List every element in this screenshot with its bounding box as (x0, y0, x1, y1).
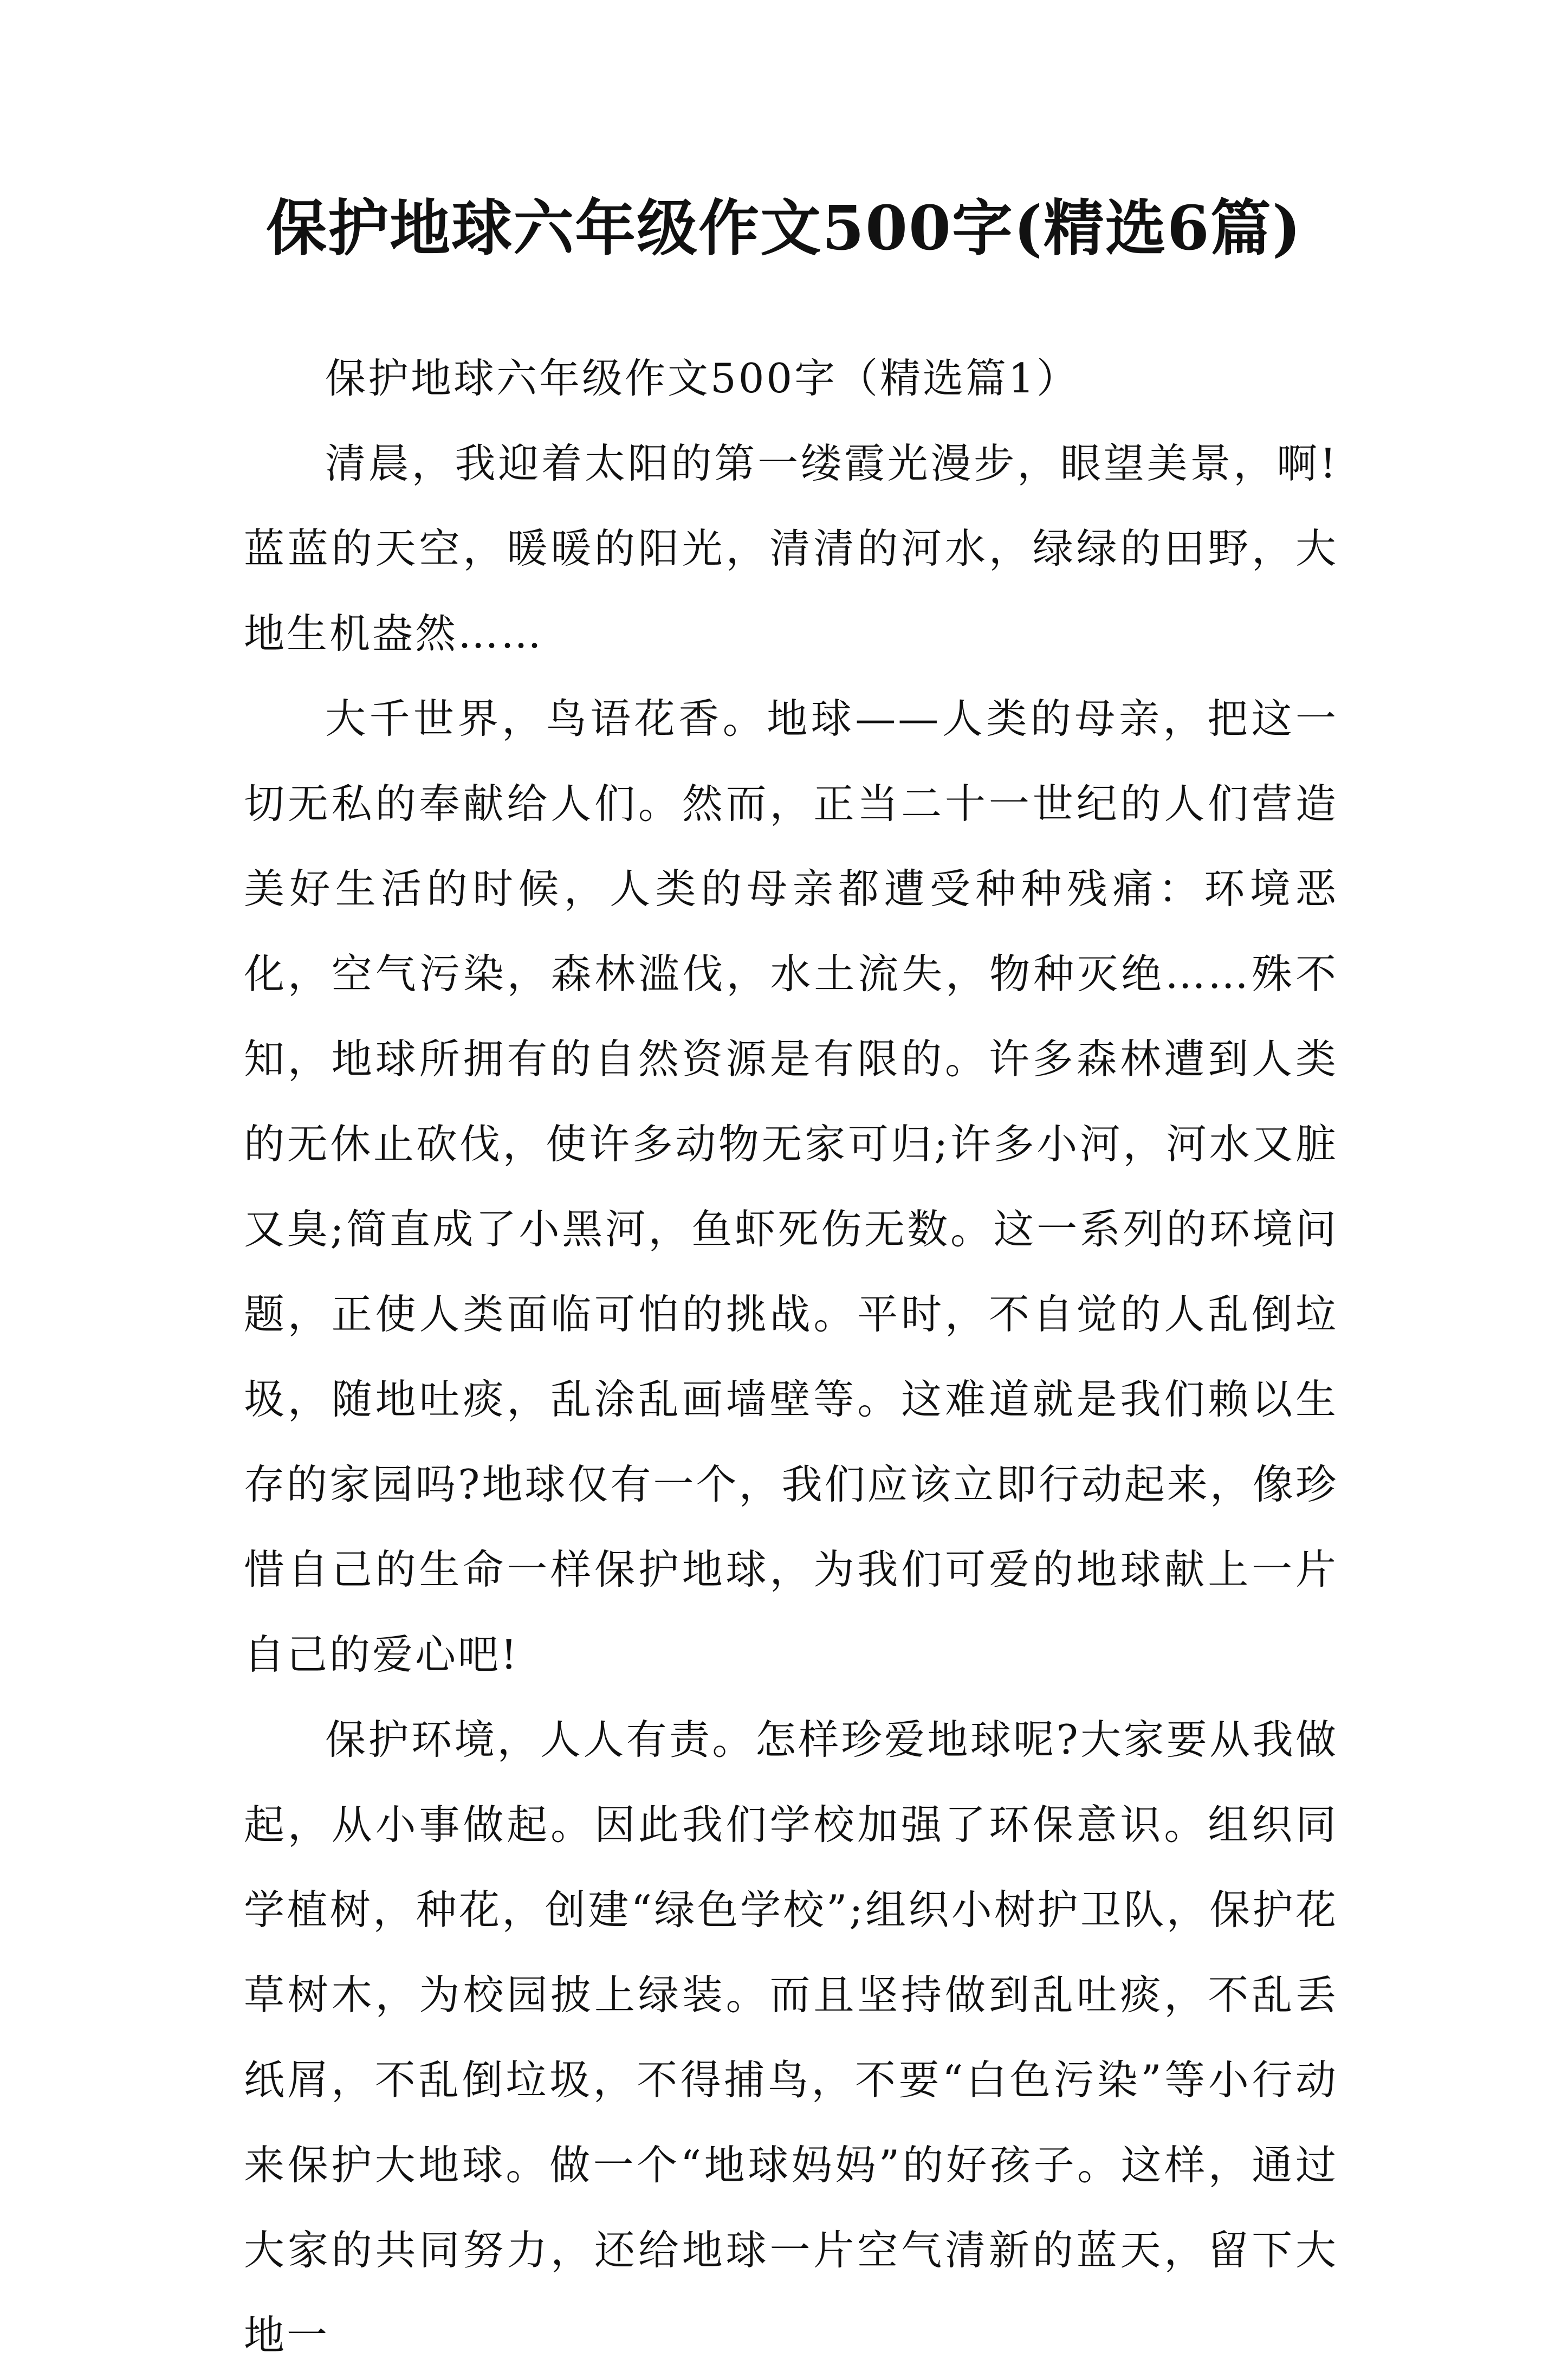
document-title: 保护地球六年级作文500字(精选6篇) (266, 193, 1302, 264)
paragraph-1: 清晨，我迎着太阳的第一缕霞光漫步，眼望美景，啊!蓝蓝的天空，暖暖的阳光，清清的河水，绿绿的田野，大地生机盎然…… (244, 440, 1338, 657)
section-heading: 保护地球六年级作文500字（精选篇1） (325, 354, 1079, 402)
document-body (244, 336, 1338, 2378)
paragraph-3: 保护环境，人人有责。怎样珍爱地球呢?大家要从我做起，从小事做起。因此我们学校加强了环保意识。组织同学植树，种花，创建“绿色学校”;组织小树护卫队，保护花草树木，为校园披上绿装。而且坚持做到乱吐痰，不乱丢纸屑，不乱倒垃圾，不得捕鸟，不要“白色污染”等小行动来保护大地球。做一个“地球妈妈”的好孩子。这样，通过大家的共同努力，还给地球一片空气清新的蓝天，留下大地一 (244, 1716, 1338, 2359)
paragraph-2: 大千世界，鸟语花香。地球——人类的母亲，把这一切无私的奉献给人们。然而，正当二十一世纪的人们营造美好生活的时候，人类的母亲都遭受种种残痛：环境恶化，空气污染，森林滥伐，水土流失，物种灭绝……殊不知，地球所拥有的自然资源是有限的。许多森林遭到人类的无休止砍伐，使许多动物无家可归;许多小河，河水又脏又臭;简直成了小黑河，鱼虾死伤无数。这一系列的环境问题，正使人类面临可怕的挑战。平时，不自觉的人乱倒垃圾，随地吐痰，乱涂乱画墙壁等。这难道就是我们赖以生存的家园吗?地球仅有一个，我们应该立即行动起来，像珍惜自己的生命一样保护地球，为我们可爱的地球献上一片自己的爱心吧! (244, 695, 1338, 1678)
